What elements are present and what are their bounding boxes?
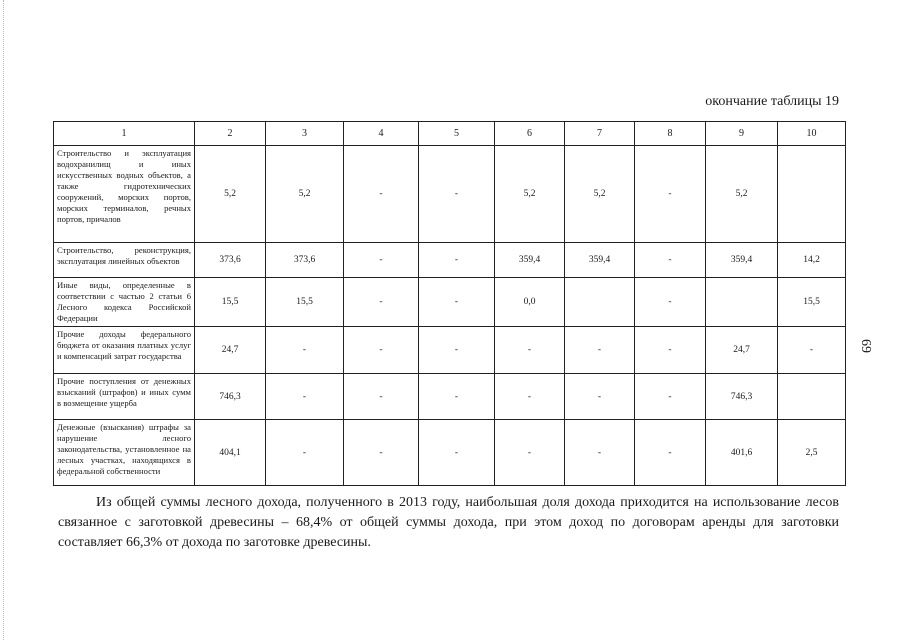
table-cell: -: [344, 327, 419, 374]
table-cell: -: [635, 146, 706, 243]
table-cell: -: [266, 420, 344, 486]
table-cell: 5,2: [266, 146, 344, 243]
table-cell: 359,4: [495, 243, 565, 278]
column-header: 2: [195, 122, 266, 146]
table-cell: 373,6: [195, 243, 266, 278]
column-header: 4: [344, 122, 419, 146]
row-label: Строительство и эксплуатация водохранилищ и иных искусственных водных объектов, а также гидротехнических сооружений, морских портов, морских терминалов, речных портов, причалов: [54, 146, 195, 243]
table-cell: -: [344, 420, 419, 486]
table-cell: 15,5: [195, 278, 266, 327]
table-cell: -: [635, 243, 706, 278]
row-label: Иные виды, определенные в соответствии с частью 2 статьи 6 Лесного кодекса Российской Федерации: [54, 278, 195, 327]
table-cell: -: [266, 327, 344, 374]
table-cell: -: [565, 327, 635, 374]
row-label: Денежные (взыскания) штрафы за нарушение лесного законодательства, установленное на лесных участках, находящихся в федеральной собственности: [54, 420, 195, 486]
table-cell: 746,3: [195, 374, 266, 420]
table-cell: [565, 278, 635, 327]
table-cell: -: [495, 420, 565, 486]
table-cell: -: [778, 327, 846, 374]
row-label: Строительство, реконструкция, эксплуатация линейных объектов: [54, 243, 195, 278]
table-cell: 5,2: [706, 146, 778, 243]
table-cell: 5,2: [565, 146, 635, 243]
table-cell: -: [635, 420, 706, 486]
table-cell: 2,5: [778, 420, 846, 486]
row-label: Прочие доходы федерального бюджета от оказания платных услуг и компенсаций затрат государства: [54, 327, 195, 374]
column-header: 5: [419, 122, 495, 146]
table-cell: -: [635, 327, 706, 374]
table-cell: -: [344, 374, 419, 420]
column-header: 3: [266, 122, 344, 146]
table-cell: -: [344, 146, 419, 243]
page-number: 69: [858, 339, 873, 353]
table-cell: 24,7: [706, 327, 778, 374]
table-cell: -: [419, 278, 495, 327]
column-header: 1: [54, 122, 195, 146]
table-cell: 15,5: [778, 278, 846, 327]
table-cell: 14,2: [778, 243, 846, 278]
column-header: 9: [706, 122, 778, 146]
row-label: Прочие поступления от денежных взысканий (штрафов) и иных сумм в возмещение ущерба: [54, 374, 195, 420]
table-cell: 746,3: [706, 374, 778, 420]
table-row: [54, 374, 846, 420]
table-header-row: [54, 122, 846, 146]
table-cell: [778, 374, 846, 420]
scan-margin-line: [3, 0, 4, 640]
table-cell: -: [419, 327, 495, 374]
table-cell: -: [495, 327, 565, 374]
table-cell: 373,6: [266, 243, 344, 278]
table-cell: 15,5: [266, 278, 344, 327]
column-header: 8: [635, 122, 706, 146]
table-cell: -: [344, 243, 419, 278]
table-cell: -: [635, 278, 706, 327]
table-cell: -: [635, 374, 706, 420]
table-cell: 359,4: [706, 243, 778, 278]
table-cell: -: [495, 374, 565, 420]
body-paragraph: Из общей суммы лесного дохода, полученного в 2013 году, наибольшая доля дохода приходится на использование лесов связанное с заготовкой древесины – 68,4% от общей суммы дохода, при этом доход по договорам аренды для заготовки составляет 66,3% от дохода по заготовке древесины.: [58, 495, 839, 550]
table-cell: 5,2: [495, 146, 565, 243]
table-cell: 24,7: [195, 327, 266, 374]
table-cell: 404,1: [195, 420, 266, 486]
table-cell: [778, 146, 846, 243]
column-header: 7: [565, 122, 635, 146]
table-caption: окончание таблицы 19: [705, 94, 839, 109]
table-cell: -: [565, 374, 635, 420]
table-cell: 0,0: [495, 278, 565, 327]
table-row: [54, 327, 846, 374]
table-cell: -: [419, 374, 495, 420]
column-header: 10: [778, 122, 846, 146]
data-table: [53, 121, 846, 486]
table-cell: -: [419, 146, 495, 243]
table-cell: -: [266, 374, 344, 420]
table-cell: 359,4: [565, 243, 635, 278]
table-cell: -: [419, 420, 495, 486]
table-cell: -: [344, 278, 419, 327]
table-row: [54, 420, 846, 486]
table-row: [54, 243, 846, 278]
table-cell: 5,2: [195, 146, 266, 243]
table-row: [54, 146, 846, 243]
table-row: [54, 278, 846, 327]
table-cell: 401,6: [706, 420, 778, 486]
table-cell: -: [419, 243, 495, 278]
column-header: 6: [495, 122, 565, 146]
table-cell: -: [565, 420, 635, 486]
table-cell: [706, 278, 778, 327]
